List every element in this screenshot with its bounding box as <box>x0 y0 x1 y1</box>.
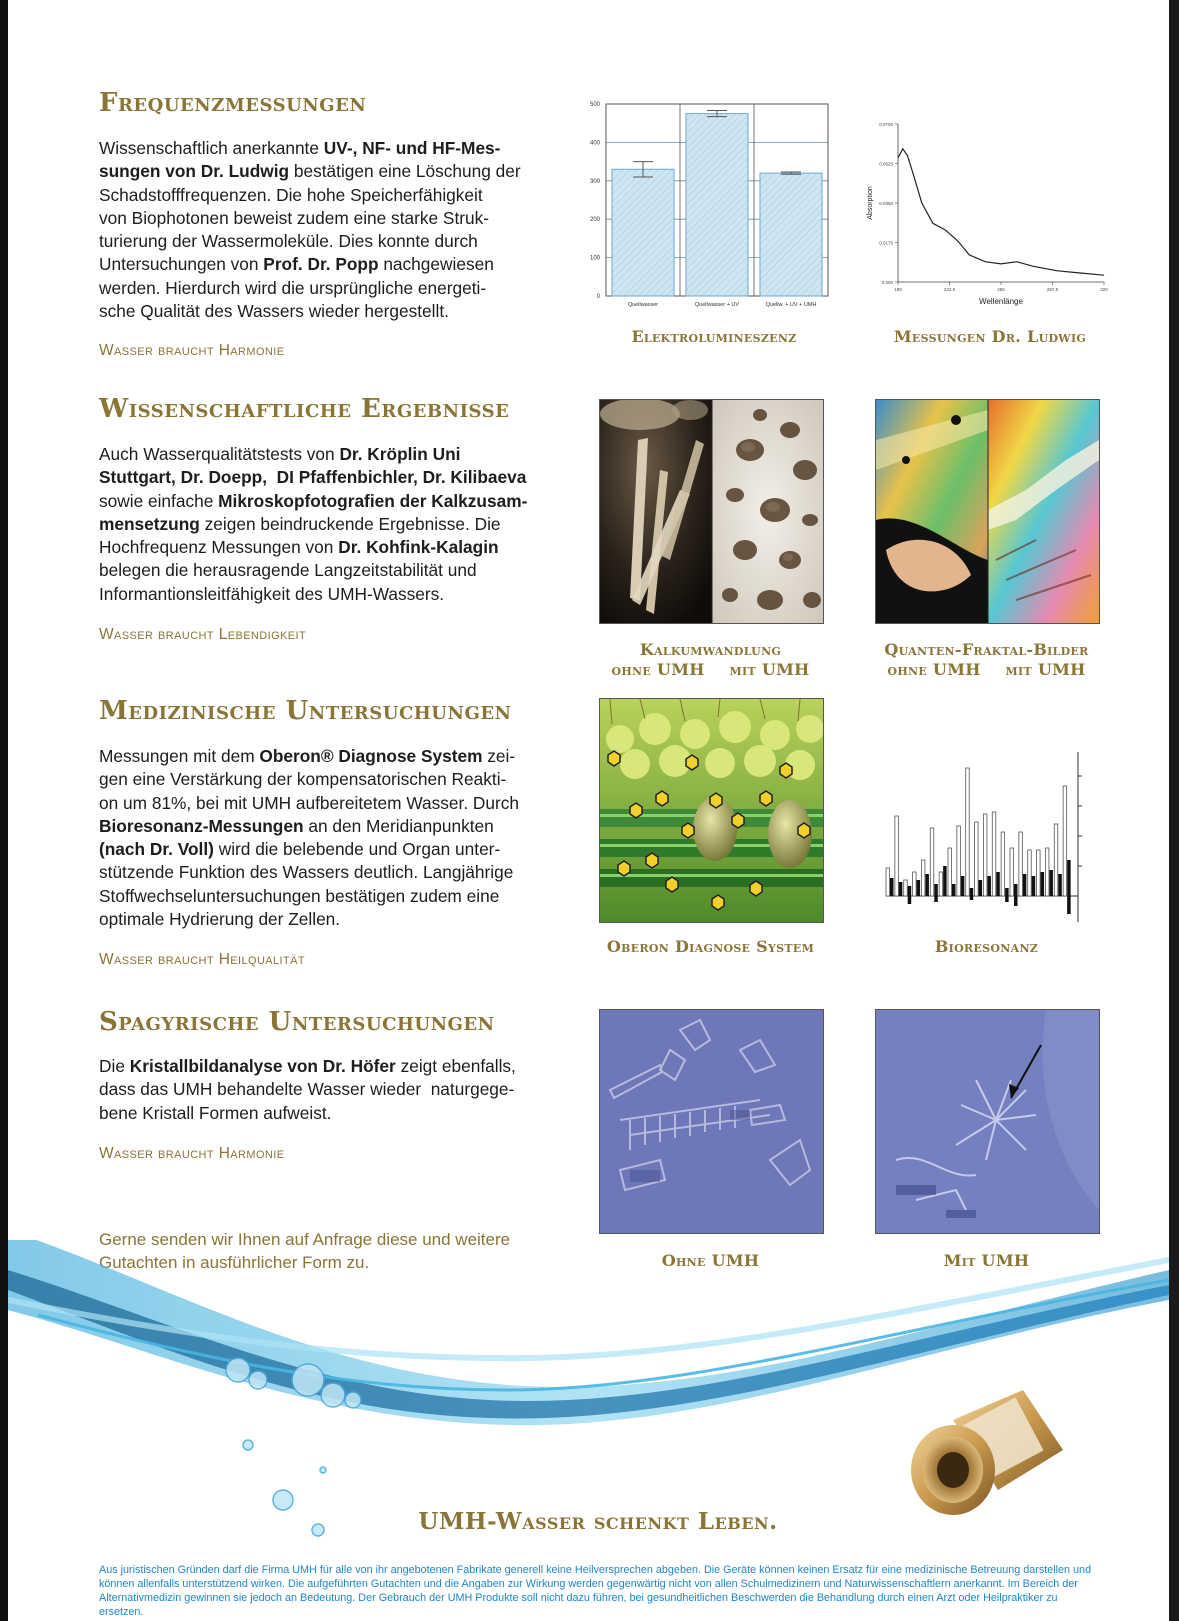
bar-ohne-umh <box>1054 824 1058 896</box>
bar-ohne-umh <box>975 822 979 896</box>
caption-quanten-ohne: ohne UMH <box>887 660 981 679</box>
bar-ohne-umh <box>930 828 934 896</box>
bar-mit-umh <box>961 876 965 896</box>
section-title-frequenzmessungen: Frequenzmessungen <box>99 88 367 118</box>
tagline-harmonie-2: Wasser braucht Harmonie <box>99 1145 285 1162</box>
slogan: UMH-Wasser schenkt Leben. <box>418 1508 778 1535</box>
closing-text: Gerne senden wir Ihnen auf Anfrage diese und weitere Gutachten in ausführlicher Form zu. <box>99 1230 511 1272</box>
bar-ohne-umh <box>1045 848 1049 896</box>
left-page-edge <box>0 0 8 1621</box>
absorption-chart <box>856 114 1116 314</box>
bar-mit-umh <box>943 866 947 896</box>
x-tick-label: 320 <box>1100 287 1108 292</box>
bar-mit-umh <box>899 882 903 896</box>
x-tick-label: 190 <box>894 287 902 292</box>
bar-mit-umh <box>970 888 974 896</box>
bar-ohne-umh <box>904 880 908 896</box>
y-tick-label: 0.0525 <box>879 161 893 167</box>
caption-bioresonanz: Bioresonanz <box>934 937 1039 956</box>
bar-ohne-umh <box>886 868 890 896</box>
y-tick-label: 0.0350 <box>879 201 893 206</box>
kristall-ohne-umh-photo <box>599 1009 824 1234</box>
section-text-spagyrisch: Die Kristallbildanalyse von Dr. Höfer zeigt ebenfalls, dass das UMH behandelte Wasser wieder naturgege- bene Kristall Formen aufweist. <box>99 1056 516 1123</box>
caption-ohne-umh: Ohne UMH <box>661 1251 760 1270</box>
x-tick-label: 255 <box>997 287 1005 292</box>
x-tick-label: Quellwasser <box>627 302 659 308</box>
bar-mit-umh <box>1014 884 1018 896</box>
caption-mit-umh: Mit UMH <box>943 1251 1030 1270</box>
bar-mit-umh <box>987 876 991 896</box>
caption-elektrolumineszenz: Elektrolumineszenz <box>631 327 797 346</box>
bar-mit-umh <box>890 878 894 896</box>
section-text-medizinisch: Messungen mit dem Oberon® Diagnose System zei- gen eine Verstärkung der kompensatorischen Reakti- on um 81%, bei mit UMH aufbereitetem Wasser. Durch Bioresonanz-Messungen an den Meridianpunkten (nach Dr. Voll) wird die belebende und Organ unter- stützende Funktion des Wassers deutlich. Langjährige Stoffwechseluntersuchungen bestätigen zudem eine optimale Hydrierung der Zellen. <box>99 746 520 930</box>
absorption-line <box>898 149 1104 275</box>
section-title-medizinisch: Medizinische Untersuchungen <box>99 696 512 726</box>
bar-negativ <box>908 896 912 904</box>
bar-ohne-umh <box>948 848 952 896</box>
elektrolumineszenz-chart <box>576 96 836 312</box>
right-page-edge <box>1169 0 1179 1621</box>
bar-ohne-umh <box>983 814 987 896</box>
quanten-fraktal-photo <box>875 399 1100 624</box>
section-title-spagyrisch: Spagyrische Untersuchungen <box>99 1007 495 1037</box>
bar-mit-umh <box>1023 874 1027 896</box>
caption-kalkumwandlung <box>599 640 822 680</box>
x-axis-label: Wellenlänge <box>979 297 1023 306</box>
bar-mit-umh <box>1032 876 1036 896</box>
bar-ohne-umh <box>992 812 996 896</box>
caption-kalk-subtitles <box>599 660 822 680</box>
y-tick-label: 0 <box>596 294 600 300</box>
y-tick-label: 0.0175 <box>879 240 893 246</box>
bar-negativ <box>1005 896 1009 902</box>
caption-quanten-title: Quanten-Fraktal-Bilder <box>884 640 1089 659</box>
bar-ohne-umh <box>895 816 899 896</box>
y-axis-label: Absorption <box>867 186 874 220</box>
bar-ohne-umh <box>939 872 943 896</box>
bar-ohne-umh <box>957 826 961 896</box>
bar-ohne-umh <box>1063 786 1067 896</box>
brochure-page <box>8 0 1169 1621</box>
bar-ohne-umh <box>1001 832 1004 896</box>
bar-mit-umh <box>934 884 938 896</box>
bar <box>760 173 822 296</box>
bioresonanz-chart <box>874 746 1104 926</box>
tagline-lebendigkeit: Wasser braucht Lebendigkeit <box>99 626 307 643</box>
kalkumwandlung-photo <box>599 399 824 624</box>
y-tick-label: 400 <box>589 140 600 147</box>
bar-ohne-umh <box>921 860 925 896</box>
disclaimer: Aus juristischen Gründen darf die Firma UMH für alle von ihr angebotenen Fabrikate generell keine Heilversprechen abgeben. Die Geräte können keinen Ersatz für eine medizinische Betreuung darstellen und können allenfalls unterstützend wirken. Die aufgeführten Gutachten und die Angaben zur Wirkung werden gegenwärtig nicht von allen Schulmedizinern und Naturwissenschaftlern anerkannt. Im Bereich der Alternativmedizin gewinnen sie jedoch an Bedeutung. Der Gebrauch der UMH Produkte soll nicht dazu führen, bei gesundheitlichen Beschwerden die Behandlung durch einen Arzt oder Heilpraktiker zu ersetzen. <box>99 1564 1092 1618</box>
bar-mit-umh <box>1067 860 1071 896</box>
section-text-frequenzmessungen: Wissenschaftlich anerkannte UV-, NF- und HF-Mes- sungen von Dr. Ludwig bestätigen eine Löschung der Schadstofffrequenzen. Die hohe Speicherfähigkeit von Biophotonen beweist zudem eine starke Struk- turierung der Wassermoleküle. Dies konnte durch Untersuchungen von Prof. Dr. Popp nachgewiesen werden. Hierdurch wird die ursprüngliche energeti- sche Qualität des Wassers wieder hergestellt. <box>99 138 521 322</box>
bar-mit-umh <box>1049 870 1053 896</box>
x-tick-label: 222.5 <box>943 287 956 292</box>
y-tick-label: 0.000 <box>881 280 893 285</box>
section-title-ergebnisse: Wissenschaftliche Ergebnisse <box>99 394 510 424</box>
kristall-mit-umh-photo <box>875 1009 1100 1234</box>
caption-kalk-mit: mit UMH <box>729 660 810 679</box>
bar-ohne-umh <box>1019 832 1023 896</box>
bar-ohne-umh <box>966 768 970 896</box>
caption-kalkumwandlung-title: Kalkumwandlung <box>639 640 782 659</box>
bar-ohne-umh <box>1010 848 1014 896</box>
bar-mit-umh <box>1058 874 1062 896</box>
umh-device-image <box>903 1380 1073 1520</box>
caption-oberon: Oberon Diagnose System <box>606 937 815 956</box>
bar-mit-umh <box>925 874 929 896</box>
bar-mit-umh <box>908 886 912 896</box>
bar-mit-umh <box>917 880 921 896</box>
bar-negativ <box>1067 896 1071 914</box>
tagline-harmonie: Wasser braucht Harmonie <box>99 342 285 359</box>
caption-quanten <box>875 640 1098 680</box>
y-tick-label: 300 <box>589 178 600 185</box>
caption-kalk-ohne: ohne UMH <box>611 660 705 679</box>
bar-mit-umh <box>979 880 983 896</box>
caption-quanten-mit: mit UMH <box>1005 660 1086 679</box>
y-tick-label: 500 <box>589 102 600 108</box>
x-tick-label: Quellwasser + UV <box>694 302 740 308</box>
bar-negativ <box>1014 896 1018 906</box>
caption-messungen-ludwig: Messungen Dr. Ludwig <box>893 327 1087 346</box>
bar <box>612 169 674 296</box>
bar <box>686 114 748 296</box>
bar-mit-umh <box>1005 888 1009 896</box>
bar-negativ <box>934 896 938 902</box>
y-tick-label: 0.0700 <box>879 122 893 127</box>
y-tick-label: 100 <box>589 255 600 262</box>
bar-negativ <box>970 896 974 900</box>
x-tick-label: Quellw. + UV + UMH <box>765 302 817 308</box>
tagline-heilqualitaet: Wasser braucht Heilqualität <box>99 951 305 968</box>
caption-quanten-subtitles <box>875 660 1098 680</box>
bar-ohne-umh <box>913 872 917 896</box>
bar-ohne-umh <box>1028 850 1032 896</box>
bar-ohne-umh <box>1037 850 1041 896</box>
oberon-diagnose-image <box>599 698 824 923</box>
section-text-ergebnisse: Auch Wasserqualitätstests von Dr. Kröplin Uni Stuttgart, Dr. Doepp, DI Pfaffenbichler, Dr. Kilibaeva sowie einfache Mikroskopfotografien der Kalkzusam- mensetzung zeigen beindruckende Ergebnisse. Die Hochfrequenz Messungen von Dr. Kohfink-Kalagin belegen die herausragende Langzeitstabilität und Informantionsleitfähigkeit des UMH-Wassers. <box>99 444 528 604</box>
bar-mit-umh <box>952 884 956 896</box>
x-tick-label: 287.5 <box>1046 287 1059 292</box>
bar-mit-umh <box>1041 872 1045 896</box>
bar-mit-umh <box>996 872 1000 896</box>
y-tick-label: 200 <box>589 217 600 224</box>
